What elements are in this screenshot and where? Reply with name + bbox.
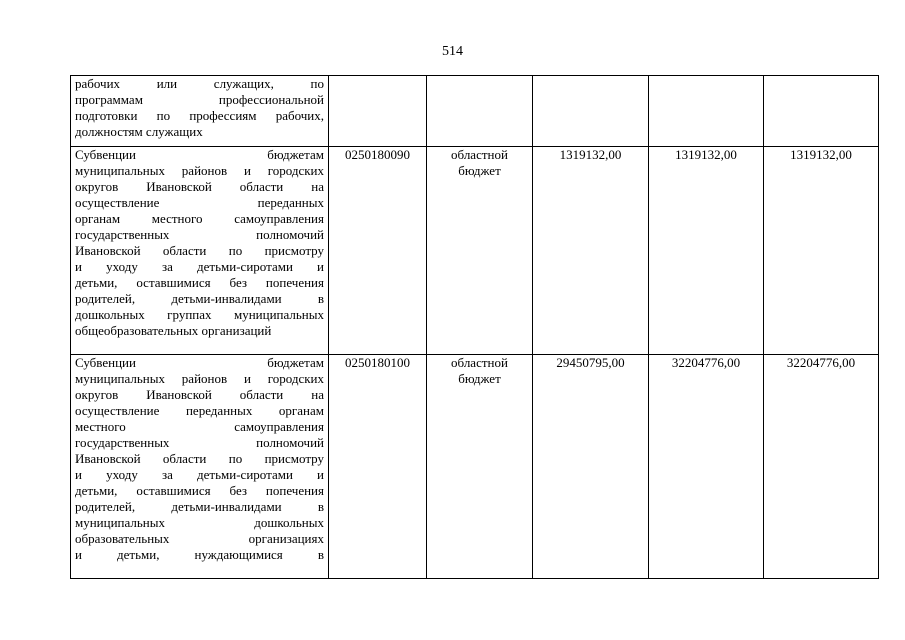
row-description — [71, 147, 329, 355]
funding-source-line: областной — [451, 355, 508, 370]
amount-year-3: 1319132,00 — [764, 147, 879, 355]
description-line: осуществление переданных — [75, 195, 324, 210]
description-line: и уходу за детьми-сиротами и — [75, 467, 324, 482]
description-line: муниципальных дошкольных — [75, 515, 324, 530]
description-line: подготовки по профессиям рабочих, — [75, 108, 324, 123]
amount-year-3: 32204776,00 — [764, 355, 879, 579]
funding-source — [427, 355, 533, 579]
description-line: детьми, оставшимися без попечения — [75, 275, 324, 290]
description-line: должностям служащих — [75, 124, 203, 139]
page-number: 514 — [442, 44, 463, 59]
description-line: округов Ивановской области на — [75, 179, 324, 194]
description-line: родителей, детьми-инвалидами в — [75, 499, 324, 514]
description-line: рабочих или служащих, по — [75, 76, 324, 91]
description-line: государственных полномочий — [75, 435, 324, 450]
row-description — [71, 76, 329, 147]
amount-year-2: 32204776,00 — [649, 355, 764, 579]
description-line: детьми, оставшимися без попечения — [75, 483, 324, 498]
description-line: муниципальных районов и городских — [75, 371, 324, 386]
budget-code: 0250180090 — [329, 147, 427, 355]
budget-table — [70, 75, 879, 579]
description-line: муниципальных районов и городских — [75, 163, 324, 178]
table-row — [71, 76, 879, 147]
funding-source-line: областной — [451, 147, 508, 162]
amount-year-1: 29450795,00 — [533, 355, 649, 579]
description-line: органам местного самоуправления — [75, 211, 324, 226]
funding-source — [427, 76, 533, 147]
description-line: и детьми, нуждающимися в — [75, 547, 324, 562]
amount-year-3 — [764, 76, 879, 147]
description-line: и уходу за детьми-сиротами и — [75, 259, 324, 274]
funding-source-line: бюджет — [458, 163, 501, 178]
description-line: Субвенции бюджетам — [75, 355, 324, 370]
budget-code: 0250180100 — [329, 355, 427, 579]
amount-year-2: 1319132,00 — [649, 147, 764, 355]
budget-code — [329, 76, 427, 147]
description-line: программам профессиональной — [75, 92, 324, 107]
amount-year-1 — [533, 76, 649, 147]
description-line: округов Ивановской области на — [75, 387, 324, 402]
description-line: образовательных организациях — [75, 531, 324, 546]
description-line: Ивановской области по присмотру — [75, 243, 324, 258]
description-line: Ивановской области по присмотру — [75, 451, 324, 466]
description-line: дошкольных группах муниципальных — [75, 307, 324, 322]
description-line: Субвенции бюджетам — [75, 147, 324, 162]
table-row — [71, 355, 879, 579]
amount-year-1: 1319132,00 — [533, 147, 649, 355]
description-line: государственных полномочий — [75, 227, 324, 242]
description-line: родителей, детьми-инвалидами в — [75, 291, 324, 306]
amount-year-2 — [649, 76, 764, 147]
description-line: местного самоуправления — [75, 419, 324, 434]
description-line: осуществление переданных органам — [75, 403, 324, 418]
funding-source-line: бюджет — [458, 371, 501, 386]
table-row — [71, 147, 879, 355]
row-description — [71, 355, 329, 579]
description-line: общеобразовательных организаций — [75, 323, 272, 338]
funding-source — [427, 147, 533, 355]
